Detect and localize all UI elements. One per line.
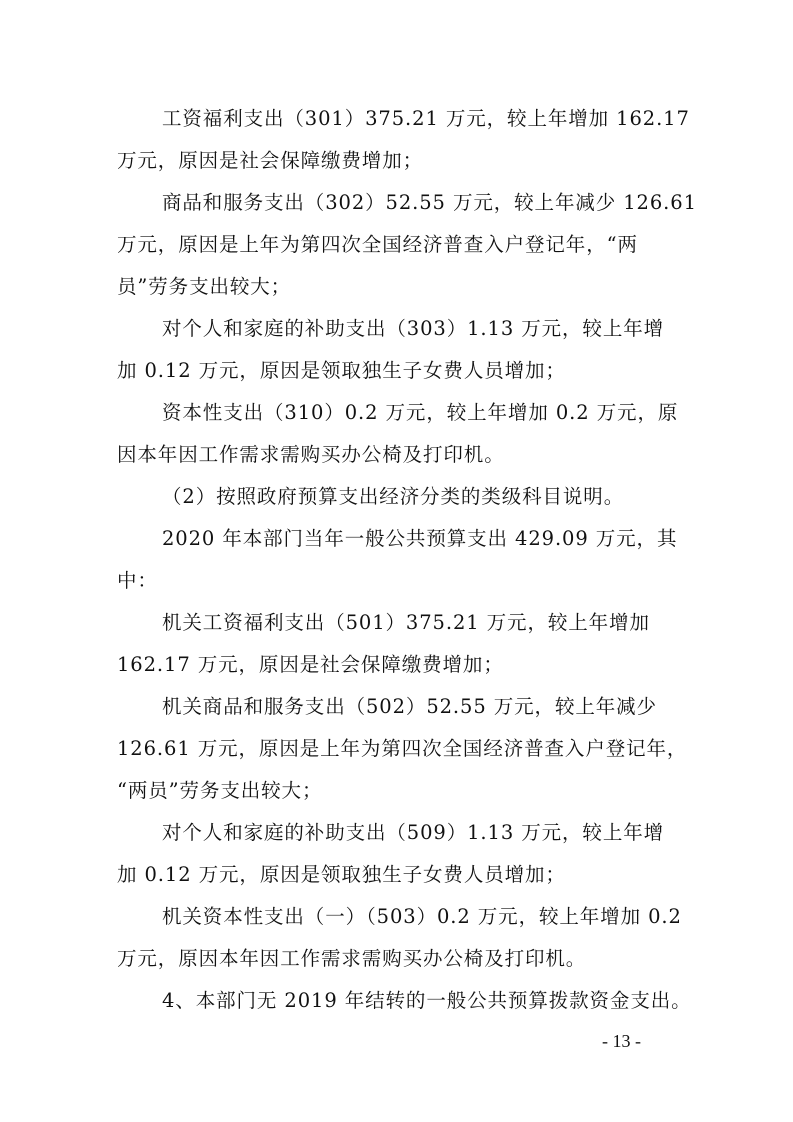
text-line: 对个人和家庭的补助支出（509）1.13 万元，较上年增 xyxy=(162,821,665,844)
text-line: 工资福利支出（301）375.21 万元，较上年增加 162.17 xyxy=(162,107,690,130)
text-line: 机关商品和服务支出（502）52.55 万元，较上年减少 xyxy=(162,695,657,718)
text-line: 加 0.12 万元，原因是领取独生子女费人员增加； xyxy=(117,863,566,886)
text-line: 机关工资福利支出（501）375.21 万元，较上年增加 xyxy=(162,611,650,634)
text-line: 126.61 万元，原因是上年为第四次全国经济普查入户登记年， xyxy=(117,737,688,760)
text-line: 2020 年本部门当年一般公共预算支出 429.09 万元，其 xyxy=(162,527,678,550)
text-line: 万元，原因是社会保障缴费增加； xyxy=(117,149,424,172)
text-line: 162.17 万元，原因是社会保障缴费增加； xyxy=(117,653,504,676)
text-line: 万元，原因是上年为第四次全国经济普查入户登记年，“两 xyxy=(117,233,638,256)
page-number: - 13 - xyxy=(602,1031,641,1051)
text-line: 资本性支出（310）0.2 万元，较上年增加 0.2 万元，原 xyxy=(162,401,679,424)
section-heading: （2）按照政府预算支出经济分类的类级科目说明。 xyxy=(162,485,625,508)
text-line: 万元，原因本年因工作需求需购买办公椅及打印机。 xyxy=(117,947,587,970)
text-line: 员”劳务支出较大； xyxy=(117,275,292,298)
text-line: 加 0.12 万元，原因是领取独生子女费人员增加； xyxy=(117,359,566,382)
text-line: 因本年因工作需求需购买办公椅及打印机。 xyxy=(117,443,505,466)
text-line: “两员”劳务支出较大； xyxy=(117,779,323,802)
text-line: 对个人和家庭的补助支出（303）1.13 万元，较上年增 xyxy=(162,317,665,340)
text-line: 机关资本性支出（一）（503）0.2 万元，较上年增加 0.2 xyxy=(162,905,682,928)
text-line: 中： xyxy=(117,569,158,592)
text-line: 4、本部门无 2019 年结转的一般公共预算拨款资金支出。 xyxy=(162,989,692,1012)
text-line: 商品和服务支出（302）52.55 万元，较上年减少 126.61 xyxy=(162,191,697,214)
